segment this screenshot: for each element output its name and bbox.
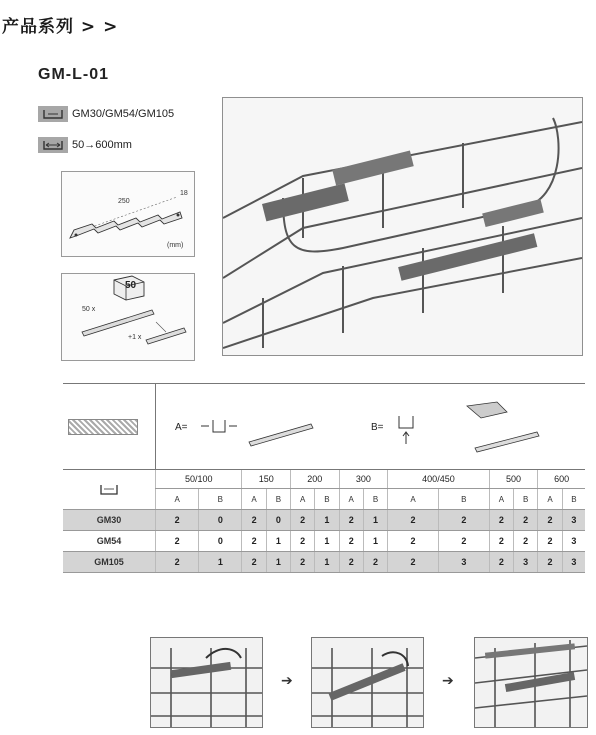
compat-table bbox=[63, 469, 585, 573]
spec-compat bbox=[38, 104, 174, 124]
legend-row bbox=[63, 383, 585, 470]
quantity-cell: 2 bbox=[489, 510, 513, 531]
size-header: 150 bbox=[242, 470, 291, 489]
ab-subheader: B bbox=[562, 489, 585, 510]
quantity-cell: 2 bbox=[514, 531, 538, 552]
quantity-cell: 2 bbox=[438, 531, 489, 552]
width-range-icon bbox=[38, 137, 68, 153]
quantity-cell: 2 bbox=[514, 510, 538, 531]
length-label: 250 bbox=[118, 198, 130, 205]
unit-label: (mm) bbox=[167, 242, 184, 249]
mesh-icon bbox=[68, 419, 138, 435]
box-qty-label: 50 bbox=[125, 280, 137, 291]
quantity-cell: 1 bbox=[266, 531, 290, 552]
quantity-cell: 2 bbox=[538, 531, 562, 552]
quantity-cell: 2 bbox=[538, 510, 562, 531]
ab-subheader: A bbox=[291, 489, 315, 510]
quantity-cell: 2 bbox=[242, 531, 266, 552]
ab-subheader: B bbox=[438, 489, 489, 510]
spec-compat-text: GM30/GM54/GM105 bbox=[72, 108, 175, 120]
installation-photo bbox=[222, 97, 583, 356]
size-header: 400/450 bbox=[388, 470, 490, 489]
quantity-cell: 2 bbox=[291, 552, 315, 573]
quantity-cell: 3 bbox=[438, 552, 489, 573]
step-arrow-2: ➔ bbox=[442, 672, 454, 688]
quantity-cell: 2 bbox=[156, 552, 199, 573]
quantity-cell: 1 bbox=[363, 510, 387, 531]
step-arrow-1: ➔ bbox=[281, 672, 293, 688]
quantity-cell: 1 bbox=[315, 552, 339, 573]
model-name-cell: GM30 bbox=[63, 510, 156, 531]
size-header: 600 bbox=[538, 470, 585, 489]
quantity-cell: 2 bbox=[291, 510, 315, 531]
connector-a-icon bbox=[201, 414, 321, 448]
quantity-cell: 0 bbox=[266, 510, 290, 531]
connector-b-icon bbox=[397, 398, 547, 458]
step-3-image bbox=[474, 637, 588, 728]
step-2-image bbox=[311, 637, 424, 728]
model-name-cell: GM105 bbox=[63, 552, 156, 573]
packaging-card bbox=[61, 273, 195, 361]
quantity-cell: 2 bbox=[489, 552, 513, 573]
ab-subheader: A bbox=[242, 489, 266, 510]
connector-qty-label: 50 x bbox=[82, 306, 96, 313]
height-label: 18 bbox=[180, 190, 188, 197]
table-row bbox=[63, 552, 585, 573]
quantity-cell: 2 bbox=[388, 531, 439, 552]
spec-width bbox=[38, 135, 132, 155]
ab-subheader: B bbox=[315, 489, 339, 510]
quantity-cell: 2 bbox=[291, 531, 315, 552]
ab-subheader: B bbox=[199, 489, 242, 510]
legend-a-label: A= bbox=[175, 422, 188, 433]
size-header: 500 bbox=[489, 470, 538, 489]
ab-subheader: B bbox=[266, 489, 290, 510]
extra-qty-label: +1 x bbox=[128, 334, 142, 341]
ab-subheader: A bbox=[339, 489, 363, 510]
quantity-cell: 2 bbox=[339, 510, 363, 531]
spec-table bbox=[63, 383, 585, 577]
ab-subheader: A bbox=[538, 489, 562, 510]
size-header: 200 bbox=[291, 470, 340, 489]
width-icon-cell bbox=[63, 470, 156, 510]
quantity-cell: 1 bbox=[315, 531, 339, 552]
product-code: GM-L-01 bbox=[38, 66, 109, 83]
quantity-cell: 1 bbox=[363, 531, 387, 552]
spec-width-text: 50→600mm bbox=[72, 139, 132, 151]
quantity-cell: 2 bbox=[242, 510, 266, 531]
quantity-cell: 1 bbox=[315, 510, 339, 531]
quantity-cell: 2 bbox=[388, 510, 439, 531]
ab-subheader: A bbox=[489, 489, 513, 510]
quantity-cell: 1 bbox=[199, 552, 242, 573]
quantity-cell: 3 bbox=[514, 552, 538, 573]
section-title: 产品系列 > > bbox=[2, 17, 119, 37]
quantity-cell: 2 bbox=[339, 552, 363, 573]
dimension-drawing-card bbox=[61, 171, 195, 257]
quantity-cell: 2 bbox=[438, 510, 489, 531]
quantity-cell: 0 bbox=[199, 531, 242, 552]
tray-width-icon bbox=[98, 481, 120, 497]
step-1-image bbox=[150, 637, 263, 728]
size-header: 50/100 bbox=[156, 470, 242, 489]
quantity-cell: 2 bbox=[538, 552, 562, 573]
quantity-cell: 2 bbox=[242, 552, 266, 573]
quantity-cell: 2 bbox=[388, 552, 439, 573]
ab-subheader: A bbox=[156, 489, 199, 510]
model-name-cell: GM54 bbox=[63, 531, 156, 552]
quantity-cell: 2 bbox=[489, 531, 513, 552]
size-header: 300 bbox=[339, 470, 388, 489]
quantity-cell: 3 bbox=[562, 552, 585, 573]
quantity-cell: 2 bbox=[156, 531, 199, 552]
quantity-cell: 2 bbox=[156, 510, 199, 531]
quantity-cell: 1 bbox=[266, 552, 290, 573]
table-row bbox=[63, 531, 585, 552]
legend-b-label: B= bbox=[371, 422, 384, 433]
quantity-cell: 2 bbox=[339, 531, 363, 552]
ab-subheader: B bbox=[514, 489, 538, 510]
quantity-cell: 2 bbox=[363, 552, 387, 573]
ab-subheader: B bbox=[363, 489, 387, 510]
quantity-cell: 0 bbox=[199, 510, 242, 531]
ab-subheader: A bbox=[388, 489, 439, 510]
table-row bbox=[63, 510, 585, 531]
tray-compat-icon bbox=[38, 106, 68, 122]
quantity-cell: 3 bbox=[562, 531, 585, 552]
quantity-cell: 3 bbox=[562, 510, 585, 531]
